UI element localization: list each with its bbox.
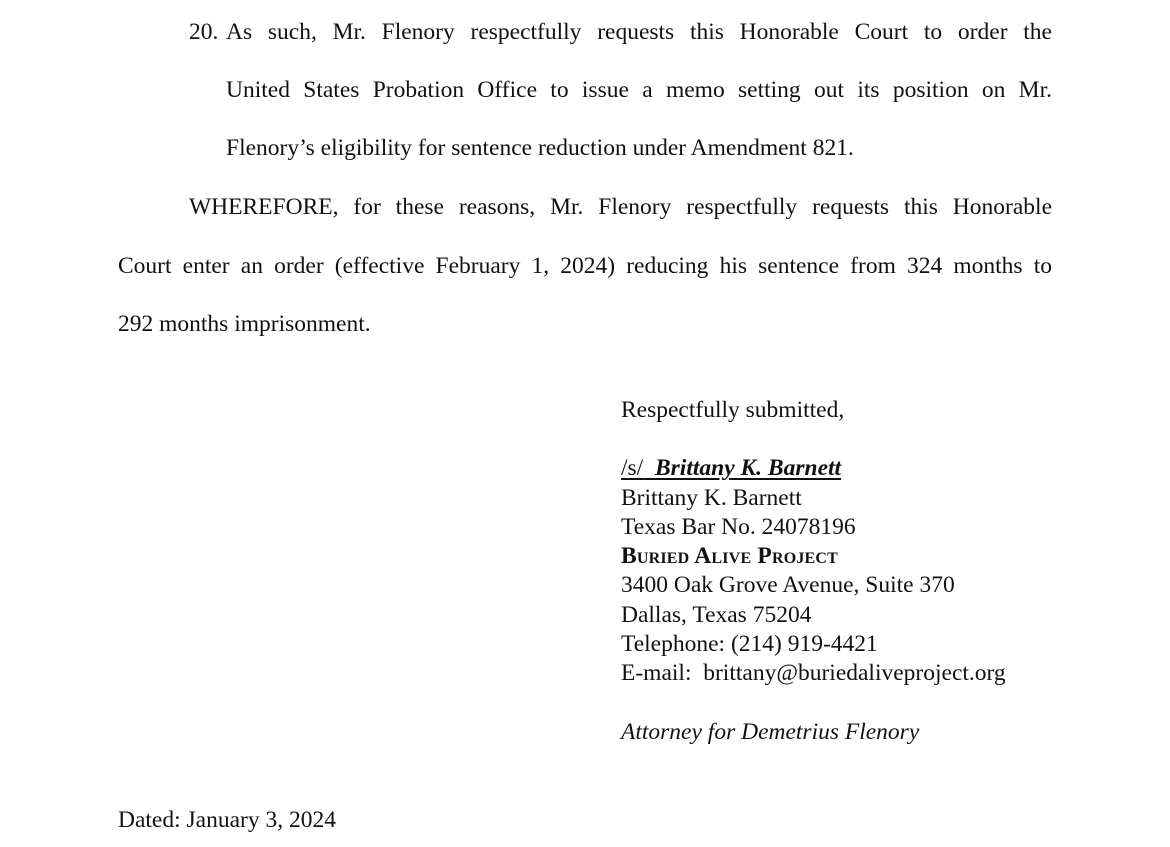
- electronic-signature: [621, 454, 841, 484]
- address-line-1: 3400 Oak Grove Avenue, Suite 370: [621, 572, 955, 598]
- email: E-mail: brittany@buriedaliveproject.org: [621, 660, 1006, 686]
- paragraph-20-line-1: As such, Mr. Flenory respectfully requests this Honorable Court to order the: [226, 19, 1052, 45]
- attorney-role: Attorney for Demetrius Flenory: [621, 719, 920, 745]
- wherefore-line-2: Court enter an order (effective February 1, 2024) reducing his sentence from 324 months to: [118, 253, 1052, 279]
- paragraph-20-line-2: United States Probation Office to issue a memo setting out its position on Mr.: [226, 77, 1052, 103]
- paragraph-20-line-3: Flenory’s eligibility for sentence reduction under Amendment 821.: [226, 135, 854, 161]
- address-line-2: Dallas, Texas 75204: [621, 602, 812, 628]
- signature-name: Brittany K. Barnett: [654, 455, 842, 481]
- paragraph-number: 20.: [189, 19, 219, 45]
- wherefore-line-1: WHEREFORE, for these reasons, Mr. Flenory respectfully requests this Honorable: [189, 194, 1052, 220]
- attorney-name: Brittany K. Barnett: [621, 485, 802, 511]
- dated-line: Dated: January 3, 2024: [118, 807, 336, 833]
- firm-name: Buried Alive Project: [621, 543, 839, 569]
- signature-slash: /s/ Brittany K. Barnett: [621, 455, 842, 481]
- closing-text: Respectfully submitted,: [621, 397, 845, 423]
- telephone: Telephone: (214) 919-4421: [621, 631, 878, 657]
- wherefore-line-3: 292 months imprisonment.: [118, 311, 371, 337]
- bar-number: Texas Bar No. 24078196: [621, 514, 856, 540]
